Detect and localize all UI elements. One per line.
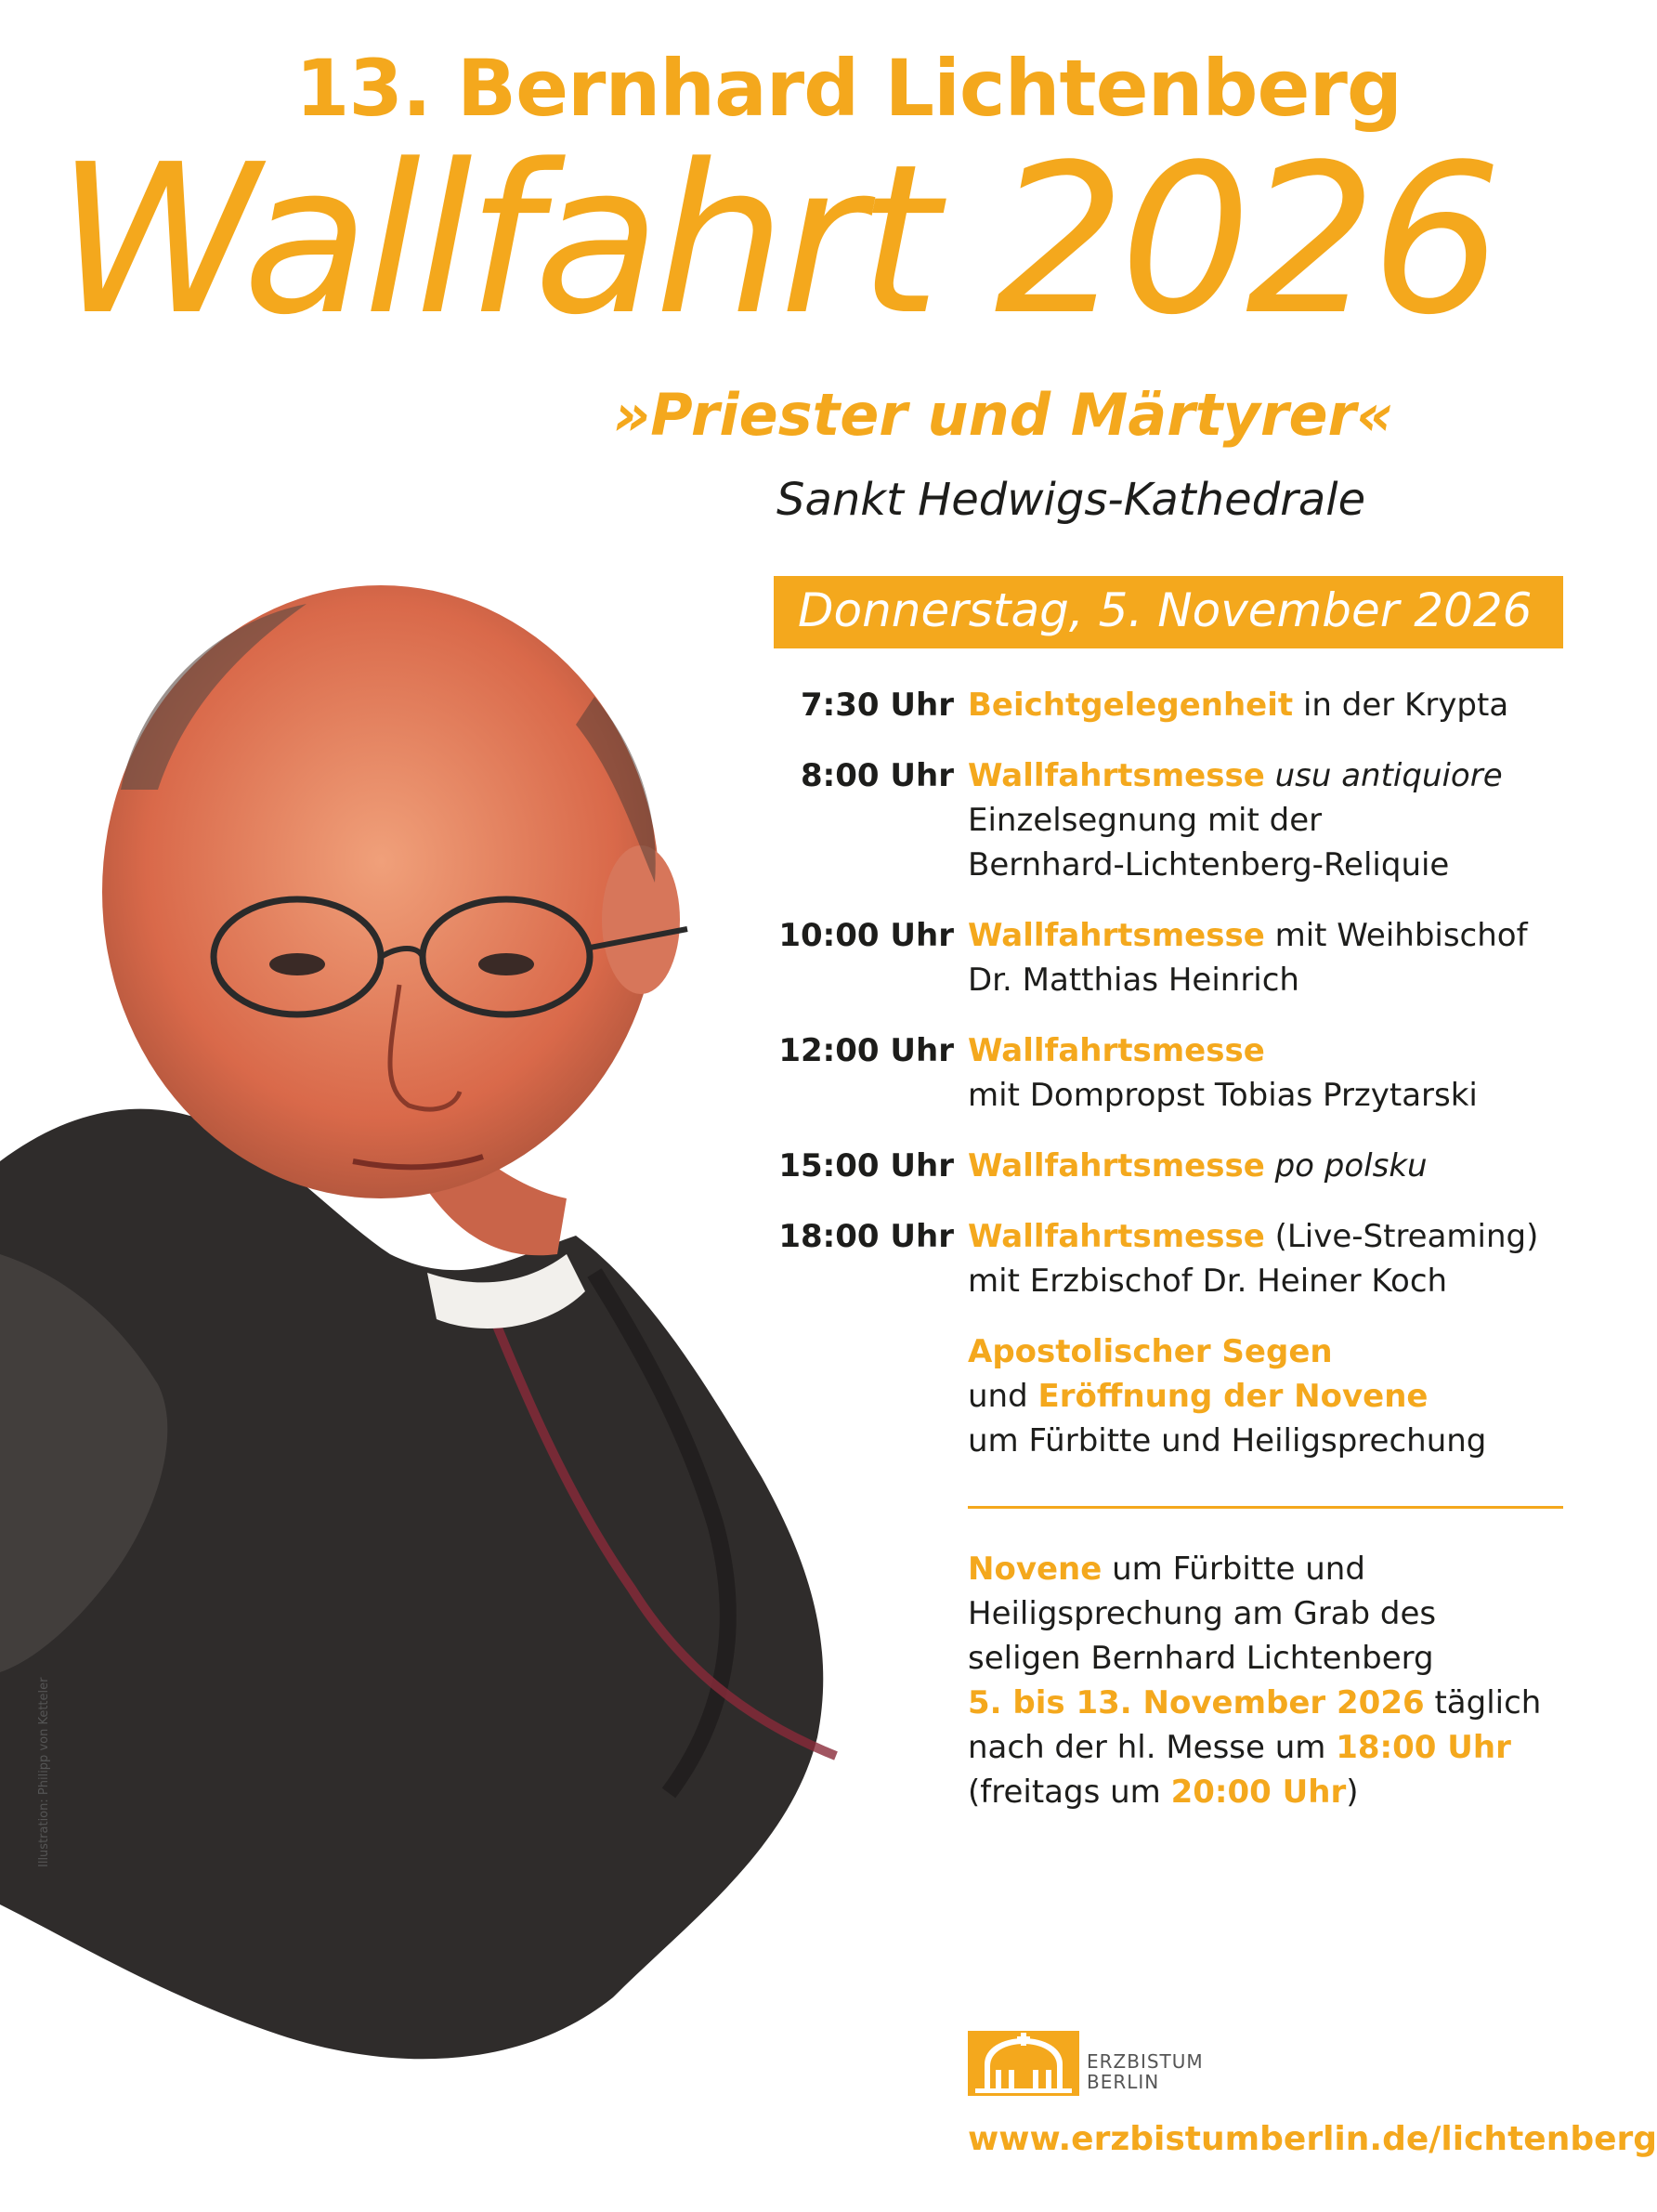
schedule-time: 10:00 Uhr — [778, 917, 954, 954]
schedule-text: mit Weihbischof — [1264, 917, 1528, 954]
blessing-block — [0, 1329, 1563, 1463]
novene-text: (freitags um — [968, 1774, 1171, 1811]
schedule-italic: usu antiquiore — [1274, 757, 1503, 794]
date-text: Donnerstag, 5. November 2026 — [798, 583, 1533, 637]
schedule-italic: po polsku — [1274, 1147, 1428, 1185]
schedule-highlight: Wallfahrtsmesse — [968, 1032, 1265, 1069]
schedule-highlight: Wallfahrtsmesse — [968, 757, 1265, 794]
logo-line: BERLIN — [1087, 2071, 1160, 2093]
novene-highlight: Novene — [968, 1551, 1102, 1588]
blessing-text: und — [968, 1378, 1038, 1415]
cathedral-logo-icon — [968, 2031, 1079, 2096]
schedule-row — [0, 1028, 1563, 1118]
schedule-time: 8:00 Uhr — [801, 757, 954, 794]
event-number-title: 13. Bernhard Lichtenberg — [295, 43, 1403, 134]
illustration-credit: Illustration: Philipp von Ketteler — [37, 1677, 51, 1867]
schedule-time: 18:00 Uhr — [778, 1218, 954, 1255]
novene-opening-highlight: Eröffnung der Novene — [1037, 1378, 1429, 1415]
novene-text: um Fürbitte und — [1102, 1551, 1365, 1588]
schedule-time: 15:00 Uhr — [778, 1147, 954, 1185]
novene-dates: 5. bis 13. November 2026 — [968, 1684, 1425, 1721]
schedule-text: mit Dompropst Tobias Przytarski — [968, 1077, 1478, 1114]
schedule-row — [0, 913, 1563, 1002]
novene-text: täglich — [1424, 1684, 1542, 1721]
schedule-text: mit Erzbischof Dr. Heiner Koch — [968, 1263, 1448, 1300]
main-title: Wallfahrt 2026 — [56, 121, 1497, 360]
schedule-text: Bernhard-Lichtenberg-Reliquie — [968, 846, 1450, 883]
schedule-time: 12:00 Uhr — [778, 1032, 954, 1069]
schedule-time: 7:30 Uhr — [801, 687, 954, 724]
novene-friday-time: 20:00 Uhr — [1170, 1774, 1347, 1811]
website-url: www.erzbistumberlin.de/lichtenberg — [968, 2120, 1657, 2158]
divider — [968, 1506, 1563, 1509]
schedule-row — [0, 1144, 1563, 1188]
schedule-row — [0, 683, 1563, 727]
logo-line: ERZBISTUM — [1087, 2050, 1204, 2073]
venue: Sankt Hedwigs-Kathedrale — [776, 474, 1366, 526]
novene-time: 18:00 Uhr — [1336, 1729, 1511, 1766]
blessing-text: um Fürbitte und Heiligsprechung — [968, 1422, 1487, 1459]
novene-text: seligen Bernhard Lichtenberg — [968, 1640, 1434, 1677]
schedule-highlight: Beichtgelegenheit — [968, 687, 1294, 724]
schedule-text: Einzelsegnung mit der — [968, 802, 1323, 839]
schedule-highlight: Wallfahrtsmesse — [968, 1147, 1265, 1185]
blessing-highlight: Apostolischer Segen — [968, 1333, 1333, 1370]
schedule — [0, 683, 1563, 1489]
novene-text: nach der hl. Messe um — [968, 1729, 1337, 1766]
novene-info — [968, 1547, 1553, 1814]
motto: »Priester und Märtyrer« — [613, 381, 1394, 449]
novene-text: ) — [1346, 1774, 1359, 1811]
schedule-text: in der Krypta — [1293, 687, 1509, 724]
logo-text — [1087, 2051, 1204, 2092]
schedule-highlight: Wallfahrtsmesse — [968, 917, 1265, 954]
novene-text: Heiligsprechung am Grab des — [968, 1595, 1437, 1632]
schedule-text: (Live-Streaming) — [1264, 1218, 1539, 1255]
schedule-row — [0, 1214, 1563, 1303]
schedule-text: Dr. Matthias Heinrich — [968, 962, 1299, 999]
schedule-row — [0, 753, 1563, 887]
date-banner — [774, 576, 1563, 648]
schedule-highlight: Wallfahrtsmesse — [968, 1218, 1265, 1255]
